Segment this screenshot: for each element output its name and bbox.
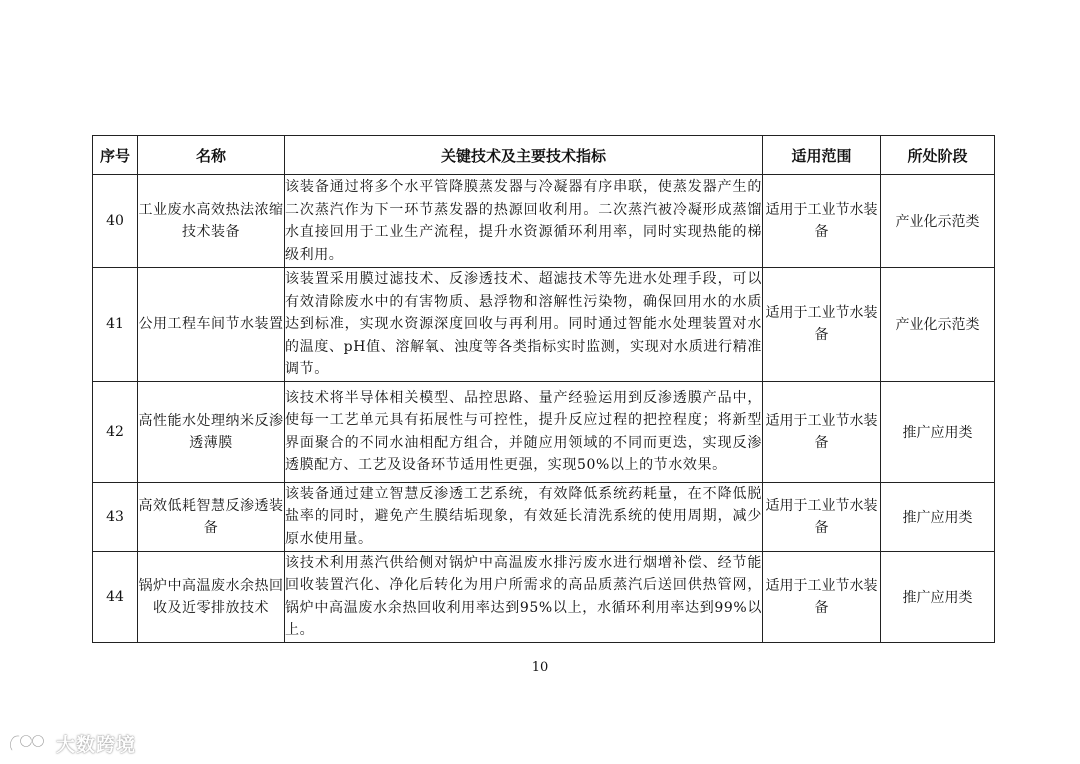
table-row bbox=[93, 551, 995, 642]
row-number: 42 bbox=[93, 381, 138, 482]
row-description: 该装置采用膜过滤技术、反渗透技术、超滤技术等先进水处理手段，可以有效清除废水中的有害物质、悬浮物和溶解性污染物，确保回用水的水质达到标准，实现水资源深度回收与再利用。同时通过智能水处理装置对水的温度、pH值、溶解氧、浊度等各类指标实时监测，实现对水质进行精准调节。 bbox=[285, 268, 763, 382]
row-stage: 推广应用类 bbox=[881, 482, 995, 551]
row-scope: 适用于工业节水装备 bbox=[763, 381, 881, 482]
row-stage: 推广应用类 bbox=[881, 551, 995, 642]
table-row bbox=[93, 175, 995, 268]
header-desc: 关键技术及主要技术指标 bbox=[285, 136, 763, 175]
row-name: 高效低耗智慧反渗透装备 bbox=[138, 482, 285, 551]
row-name: 公用工程车间节水装置 bbox=[138, 268, 285, 382]
watermark-text: 大数跨境 bbox=[56, 733, 137, 756]
header-stage: 所处阶段 bbox=[881, 136, 995, 175]
table-row bbox=[93, 268, 995, 382]
row-name: 工业废水高效热法浓缩技术装备 bbox=[138, 175, 285, 268]
row-description: 该技术利用蒸汽供给侧对锅炉中高温废水排污废水进行烟增补偿、经节能回收装置汽化、净化后转化为用户所需求的高品质蒸汽后送回供热管网，锅炉中高温废水余热回收利用率达到95%以上，水循环利用率达到99%以上。 bbox=[285, 551, 763, 642]
row-number: 44 bbox=[93, 551, 138, 642]
row-name: 高性能水处理纳米反渗透薄膜 bbox=[138, 381, 285, 482]
row-description: 该装备通过将多个水平管降膜蒸发器与冷凝器有序串联，使蒸发器产生的二次蒸汽作为下一环节蒸发器的热源回收利用。二次蒸汽被冷凝形成蒸馏水直接回用于工业生产流程，提升水资源循环利用率，同时实现热能的梯级利用。 bbox=[285, 175, 763, 268]
row-description: 该技术将半导体相关模型、品控思路、量产经验运用到反渗透膜产品中，使每一工艺单元具有拓展性与可控性，提升反应过程的把控程度；将新型界面聚合的不同水油相配方组合，并随应用领域的不同而更迭，实现反渗透膜配方、工艺及设备环节适用性更强，实现50%以上的节水效果。 bbox=[285, 381, 763, 482]
row-name: 锅炉中高温废水余热回收及近零排放技术 bbox=[138, 551, 285, 642]
header-num: 序号 bbox=[93, 136, 138, 175]
technology-table bbox=[92, 135, 995, 643]
row-scope: 适用于工业节水装备 bbox=[763, 482, 881, 551]
row-scope: 适用于工业节水装备 bbox=[763, 268, 881, 382]
row-scope: 适用于工业节水装备 bbox=[763, 551, 881, 642]
row-number: 43 bbox=[93, 482, 138, 551]
page-number: 10 bbox=[531, 660, 549, 675]
brand-logo-icon bbox=[6, 730, 50, 756]
table-row bbox=[93, 381, 995, 482]
row-number: 40 bbox=[93, 175, 138, 268]
row-stage: 推广应用类 bbox=[881, 381, 995, 482]
watermark bbox=[6, 728, 136, 758]
row-stage: 产业化示范类 bbox=[881, 268, 995, 382]
header-scope: 适用范围 bbox=[763, 136, 881, 175]
header-name: 名称 bbox=[138, 136, 285, 175]
row-scope: 适用于工业节水装备 bbox=[763, 175, 881, 268]
table-row bbox=[93, 482, 995, 551]
row-stage: 产业化示范类 bbox=[881, 175, 995, 268]
table-header-row bbox=[93, 136, 995, 175]
row-number: 41 bbox=[93, 268, 138, 382]
row-description: 该装备通过建立智慧反渗透工艺系统，有效降低系统药耗量，在不降低脱盐率的同时，避免产生膜结垢现象，有效延长清洗系统的使用周期，减少原水使用量。 bbox=[285, 482, 763, 551]
